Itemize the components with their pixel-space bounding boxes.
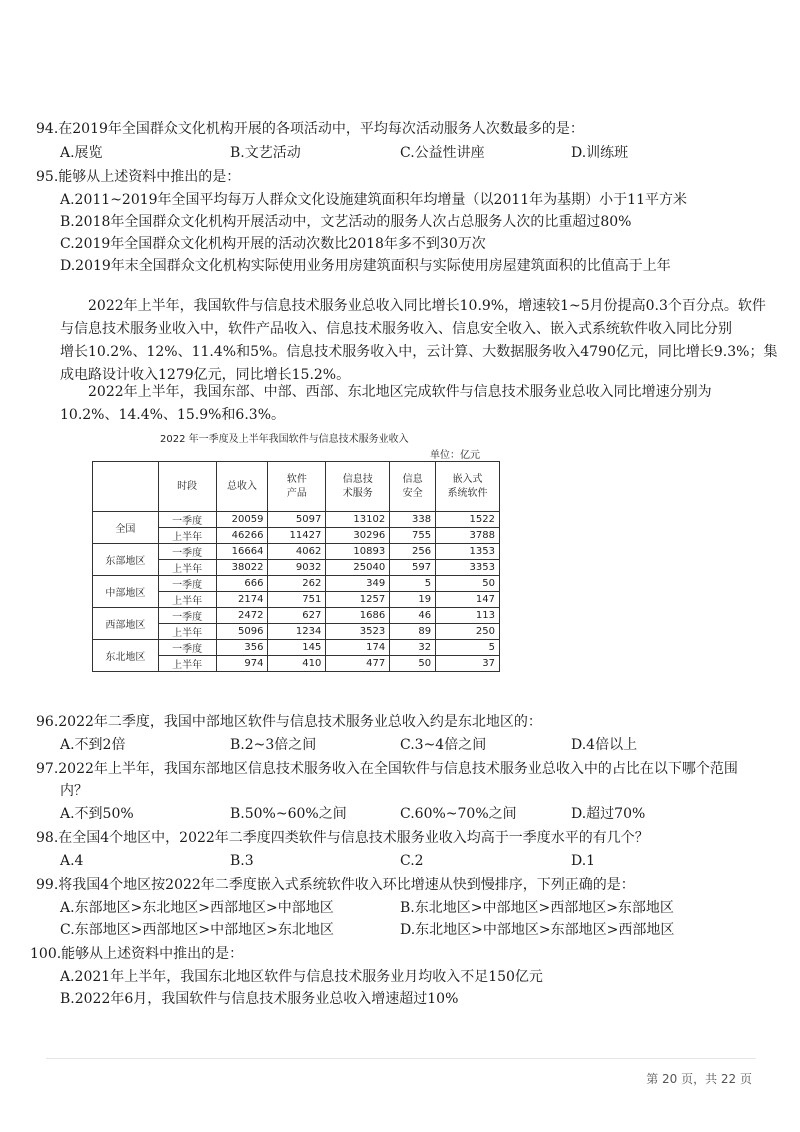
period-cell: 上半年 <box>158 624 216 640</box>
revenue-table <box>92 461 500 672</box>
footer-divider <box>46 1058 756 1059</box>
period-cell: 上半年 <box>158 560 216 576</box>
period-cell: 上半年 <box>158 592 216 608</box>
value-cell: 1686 <box>326 608 390 624</box>
question-98-stem: 98.在全国4个地区中，2022年二季度四类软件与信息技术服务业收入均高于一季度水平的有几个？ <box>36 830 649 846</box>
option-d: D.东北地区>中部地区>东部地区>西部地区 <box>400 922 675 938</box>
table-row <box>93 640 500 656</box>
option-c: C.东部地区>西部地区>中部地区>东北地区 <box>60 922 334 938</box>
value-cell: 147 <box>436 592 500 608</box>
question-95-option-d: D.2019年末全国群众文化机构实际使用业务用房建筑面积与实际使用房屋建筑面积的比值高于上年 <box>60 258 671 274</box>
col-header: 信息 安全 <box>390 462 436 512</box>
option-b: B.文艺活动 <box>230 145 301 161</box>
option-d: D.超过70% <box>571 806 646 822</box>
question-100-option-b: B.2022年6月，我国软件与信息技术服务业总收入增速超过10% <box>60 991 459 1007</box>
question-100-stem: 100.能够从上述资料中推出的是： <box>30 946 244 962</box>
value-cell: 751 <box>268 592 326 608</box>
passage-p2-line2: 10.2%、14.4%、15.9%和6.3%。 <box>60 407 285 423</box>
question-98-options <box>0 851 800 871</box>
value-cell: 9032 <box>268 560 326 576</box>
value-cell: 10893 <box>326 544 390 560</box>
value-cell: 50 <box>436 576 500 592</box>
value-cell: 30296 <box>326 528 390 544</box>
value-cell: 597 <box>390 560 436 576</box>
table-title: 2022 年一季度及上半年我国软件与信息技术服务业收入 <box>160 434 409 445</box>
region-cell: 全国 <box>93 512 159 544</box>
value-cell: 410 <box>268 656 326 672</box>
option-a: A.东部地区>东北地区>西部地区>中部地区 <box>60 900 334 916</box>
question-99-options-row2 <box>0 920 800 940</box>
value-cell: 5 <box>390 576 436 592</box>
period-cell: 上半年 <box>158 528 216 544</box>
value-cell: 46266 <box>216 528 268 544</box>
value-cell: 3523 <box>326 624 390 640</box>
option-c: C.60%~70%之间 <box>400 806 517 822</box>
table-row <box>93 576 500 592</box>
table-row <box>93 544 500 560</box>
col-header: 软件 产品 <box>268 462 326 512</box>
value-cell: 46 <box>390 608 436 624</box>
option-c: C.3~4倍之间 <box>400 737 487 753</box>
option-b: B.3 <box>230 853 254 869</box>
table-row <box>93 608 500 624</box>
value-cell: 11427 <box>268 528 326 544</box>
option-a: A.4 <box>60 853 84 869</box>
value-cell: 38022 <box>216 560 268 576</box>
period-cell: 一季度 <box>158 608 216 624</box>
value-cell: 1234 <box>268 624 326 640</box>
value-cell: 20059 <box>216 512 268 528</box>
period-cell: 上半年 <box>158 656 216 672</box>
question-99-options-row1 <box>0 898 800 918</box>
region-cell: 西部地区 <box>93 608 159 640</box>
question-95-option-b: B.2018年全国群众文化机构开展活动中，文艺活动的服务人次占总服务人次的比重超过80% <box>60 214 632 230</box>
option-a: A.展览 <box>60 145 103 161</box>
passage-p1-line4: 成电路设计收入1279亿元，同比增长15.2%。 <box>60 367 351 383</box>
table-row <box>93 512 500 528</box>
value-cell: 356 <box>216 640 268 656</box>
question-95-stem: 95.能够从上述资料中推出的是： <box>36 169 241 185</box>
value-cell: 477 <box>326 656 390 672</box>
value-cell: 262 <box>268 576 326 592</box>
table-unit: 单位：亿元 <box>430 450 480 461</box>
value-cell: 3353 <box>436 560 500 576</box>
value-cell: 25040 <box>326 560 390 576</box>
question-99-stem: 99.将我国4个地区按2022年二季度嵌入式系统软件收入环比增速从快到慢排序，下列正确的是： <box>36 877 635 893</box>
option-c: C.2 <box>400 853 424 869</box>
value-cell: 974 <box>216 656 268 672</box>
question-95-option-a: A.2011~2019年全国平均每万人群众文化设施建筑面积年均增量（以2011年为基期）小于11平方米 <box>60 192 687 208</box>
passage-p1-line1: 2022年上半年，我国软件与信息技术服务业总收入同比增长10.9%，增速较1~5月份提高0.3个百分点。软件 <box>88 298 766 314</box>
value-cell: 627 <box>268 608 326 624</box>
table-header-row <box>93 462 500 512</box>
period-cell: 一季度 <box>158 544 216 560</box>
option-d: D.训练班 <box>571 145 629 161</box>
period-cell: 一季度 <box>158 640 216 656</box>
question-97-stem-cont: 内？ <box>60 783 88 799</box>
value-cell: 16664 <box>216 544 268 560</box>
value-cell: 1257 <box>326 592 390 608</box>
value-cell: 37 <box>436 656 500 672</box>
question-95-option-c: C.2019年全国群众文化机构开展的活动次数比2018年多不到30万次 <box>60 236 486 252</box>
value-cell: 5096 <box>216 624 268 640</box>
passage-p2-line1: 2022年上半年，我国东部、中部、西部、东北地区完成软件与信息技术服务业总收入同比增速分别为 <box>88 384 712 400</box>
value-cell: 3788 <box>436 528 500 544</box>
table-corner-cell <box>93 462 159 512</box>
period-cell: 一季度 <box>158 576 216 592</box>
value-cell: 19 <box>390 592 436 608</box>
value-cell: 256 <box>390 544 436 560</box>
col-header: 嵌入式 系统软件 <box>436 462 500 512</box>
region-cell: 东北地区 <box>93 640 159 672</box>
value-cell: 13102 <box>326 512 390 528</box>
passage-p1-line3: 增长10.2%、12%、11.4%和5%。信息技术服务收入中，云计算、大数据服务收入4790亿元，同比增长9.3%；集 <box>60 344 778 360</box>
question-96-stem: 96.2022年二季度，我国中部地区软件与信息技术服务业总收入约是东北地区的： <box>36 714 542 730</box>
value-cell: 145 <box>268 640 326 656</box>
value-cell: 349 <box>326 576 390 592</box>
value-cell: 2174 <box>216 592 268 608</box>
region-cell: 东部地区 <box>93 544 159 576</box>
value-cell: 32 <box>390 640 436 656</box>
value-cell: 5 <box>436 640 500 656</box>
option-b: B.2~3倍之间 <box>230 737 317 753</box>
value-cell: 1522 <box>436 512 500 528</box>
value-cell: 50 <box>390 656 436 672</box>
option-b: B.50%~60%之间 <box>230 806 347 822</box>
option-d: D.4倍以上 <box>571 737 638 753</box>
question-96-options <box>0 735 800 755</box>
value-cell: 666 <box>216 576 268 592</box>
col-header: 总收入 <box>216 462 268 512</box>
option-c: C.公益性讲座 <box>400 145 485 161</box>
col-header: 信息技 术服务 <box>326 462 390 512</box>
value-cell: 1353 <box>436 544 500 560</box>
value-cell: 4062 <box>268 544 326 560</box>
question-97-options <box>0 804 800 824</box>
page-number: 第 20 页，共 22 页 <box>646 1072 752 1086</box>
value-cell: 89 <box>390 624 436 640</box>
value-cell: 250 <box>436 624 500 640</box>
value-cell: 338 <box>390 512 436 528</box>
col-header: 时段 <box>158 462 216 512</box>
option-d: D.1 <box>571 853 596 869</box>
value-cell: 5097 <box>268 512 326 528</box>
question-97-stem: 97.2022年上半年，我国东部地区信息技术服务收入在全国软件与信息技术服务业总收入中的占比在以下哪个范围 <box>36 761 738 777</box>
option-a: A.不到2倍 <box>60 737 126 753</box>
value-cell: 2472 <box>216 608 268 624</box>
question-94-options <box>0 143 800 163</box>
question-94-stem: 94.在2019年全国群众文化机构开展的各项活动中，平均每次活动服务人次数最多的是： <box>36 121 584 137</box>
value-cell: 174 <box>326 640 390 656</box>
value-cell: 113 <box>436 608 500 624</box>
option-a: A.不到50% <box>60 806 134 822</box>
passage-p1-line2: 与信息技术服务业收入中，软件产品收入、信息技术服务收入、信息安全收入、嵌入式系统软件收入同比分别 <box>60 321 732 337</box>
region-cell: 中部地区 <box>93 576 159 608</box>
option-b: B.东北地区>中部地区>西部地区>东部地区 <box>400 900 674 916</box>
period-cell: 一季度 <box>158 512 216 528</box>
question-100-option-a: A.2021年上半年，我国东北地区软件与信息技术服务业月均收入不足150亿元 <box>60 969 543 985</box>
value-cell: 755 <box>390 528 436 544</box>
